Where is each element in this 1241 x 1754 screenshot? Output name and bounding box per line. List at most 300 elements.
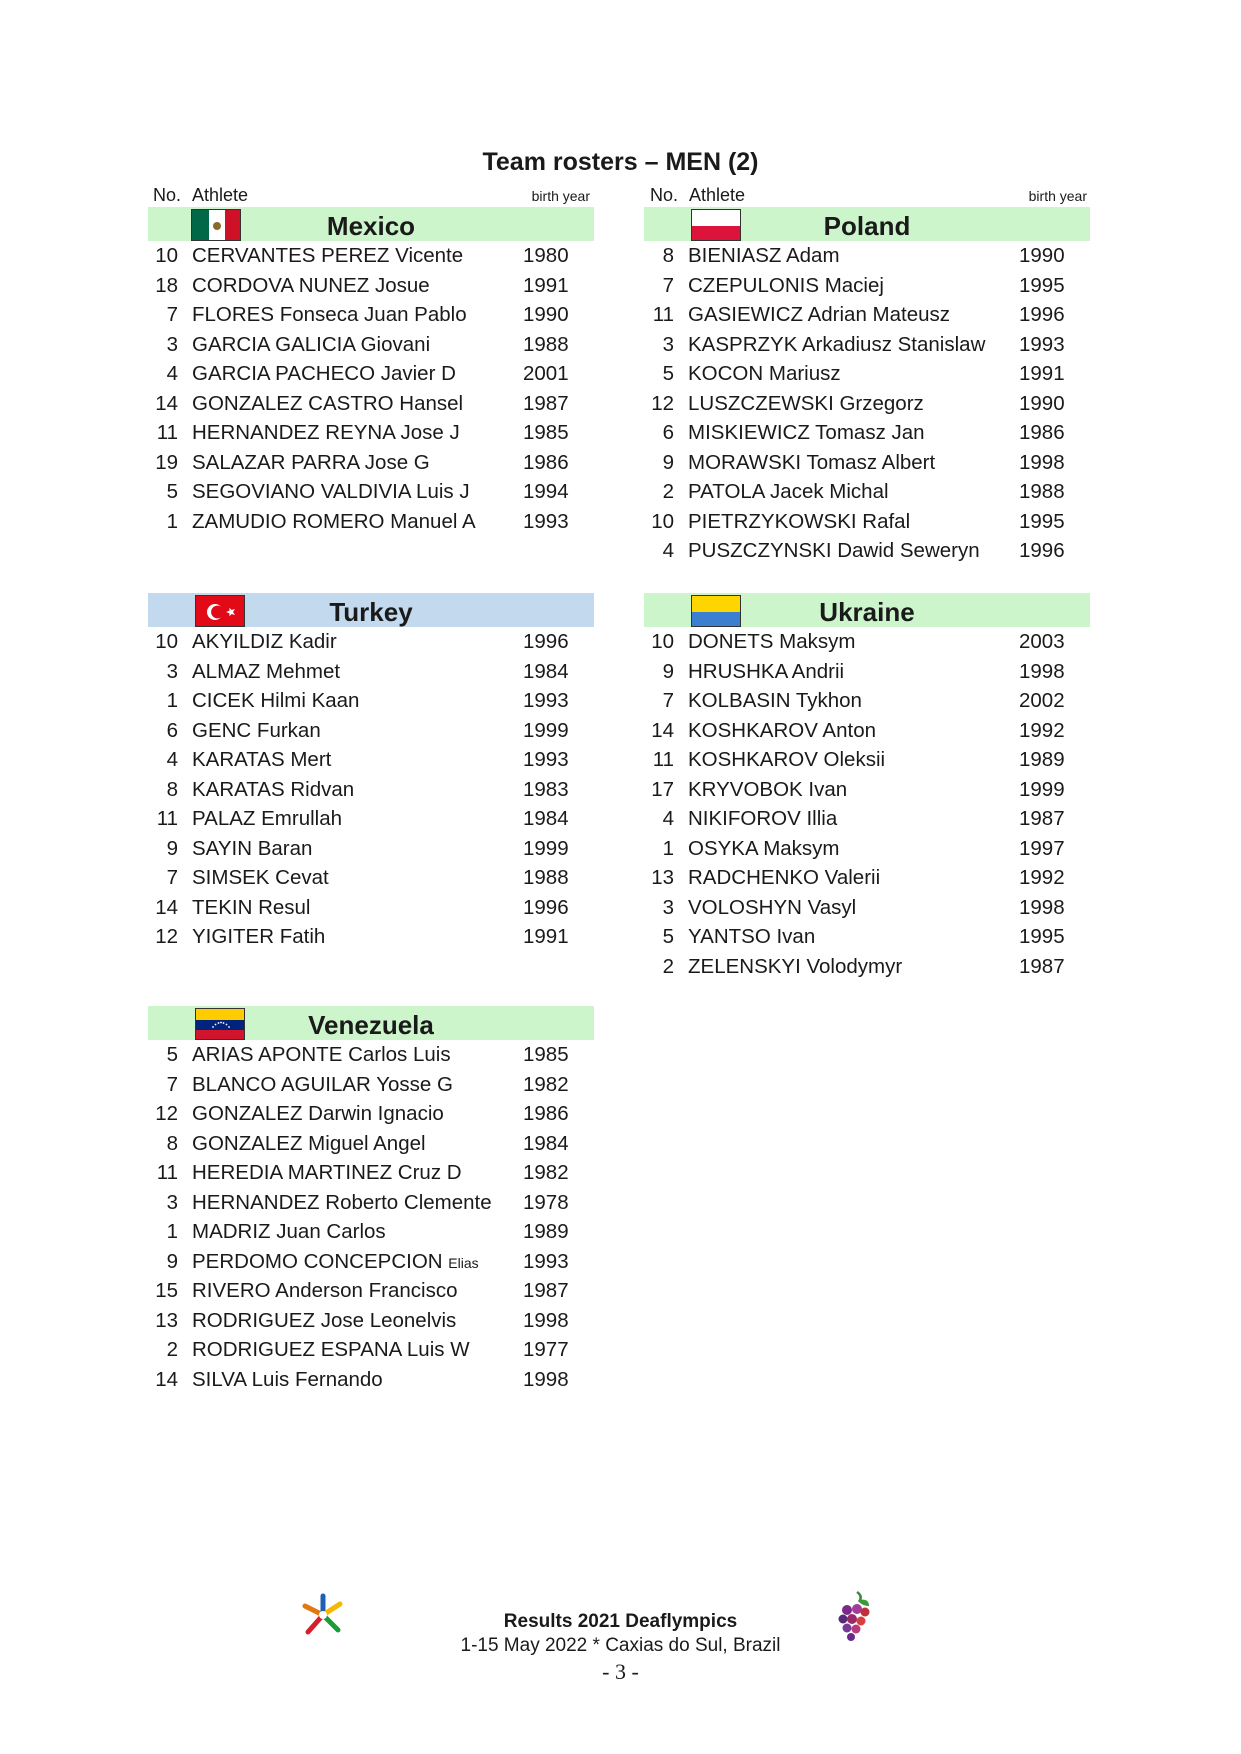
player-name-text: RIVERO Anderson Francisco bbox=[192, 1279, 458, 1302]
column-header-left bbox=[150, 185, 596, 209]
player-number: 13 bbox=[155, 1308, 178, 1332]
player-birth-year: 1990 bbox=[1019, 244, 1065, 267]
player-name-text: TEKIN Resul bbox=[192, 895, 311, 919]
player-birth-year: 1996 bbox=[523, 895, 569, 919]
roster-row bbox=[148, 893, 594, 923]
player-name bbox=[192, 893, 310, 923]
player-number: 1 bbox=[166, 1220, 178, 1243]
player-name-text: KARATAS Mert bbox=[192, 748, 332, 771]
player-number: 5 bbox=[166, 480, 178, 503]
player-number: 3 bbox=[166, 332, 178, 356]
player-name bbox=[688, 716, 876, 746]
roster-row bbox=[644, 775, 1090, 805]
player-birth-year: 1993 bbox=[523, 509, 569, 533]
player-birth-year: 1989 bbox=[1019, 748, 1065, 771]
player-number: 14 bbox=[155, 391, 178, 415]
roster-row bbox=[148, 1335, 594, 1365]
team-name: Venezuela bbox=[308, 1010, 434, 1040]
player-number: 15 bbox=[155, 1279, 178, 1302]
player-name-text: SAYIN Baran bbox=[192, 836, 313, 860]
player-name-text: KOSHKAROV Oleksii bbox=[688, 748, 886, 771]
column-header-right bbox=[647, 185, 1093, 209]
player-birth-year: 1982 bbox=[523, 1161, 569, 1184]
player-number: 2 bbox=[662, 480, 674, 503]
roster-row bbox=[148, 1306, 594, 1336]
player-number: 2 bbox=[662, 954, 674, 978]
player-number: 11 bbox=[156, 807, 178, 830]
player-name-text: HEREDIA MARTINEZ Cruz D bbox=[192, 1161, 462, 1184]
page-title: Team rosters – MEN (2) bbox=[482, 148, 759, 176]
roster-row bbox=[148, 775, 594, 805]
roster-row bbox=[148, 1247, 594, 1277]
player-birth-year: 1984 bbox=[523, 807, 569, 830]
player-number: 10 bbox=[155, 630, 178, 653]
player-number: 4 bbox=[662, 807, 674, 830]
roster-row bbox=[148, 1276, 594, 1306]
player-birth-year: 2001 bbox=[523, 362, 569, 385]
player-name bbox=[688, 863, 880, 893]
player-name bbox=[192, 1306, 456, 1336]
player-name-text: CICEK Hilmi Kaan bbox=[192, 689, 360, 712]
team-header bbox=[644, 593, 1090, 627]
roster-row bbox=[644, 686, 1090, 716]
player-birth-year: 1983 bbox=[523, 777, 569, 801]
roster-row bbox=[148, 418, 594, 448]
col-no-label: No. bbox=[153, 185, 182, 205]
roster-row bbox=[644, 922, 1090, 952]
team-header bbox=[644, 207, 1090, 241]
player-birth-year: 1985 bbox=[523, 421, 569, 444]
player-number: 5 bbox=[166, 1043, 178, 1066]
roster-row bbox=[644, 271, 1090, 301]
roster-row bbox=[644, 241, 1090, 271]
roster-row bbox=[644, 330, 1090, 360]
player-number: 14 bbox=[155, 895, 178, 919]
footer-event-title: Results 2021 Deaflympics bbox=[503, 1611, 738, 1632]
player-name bbox=[192, 1365, 383, 1395]
player-birth-year: 1987 bbox=[1019, 807, 1065, 830]
player-birth-year: 1991 bbox=[523, 925, 569, 948]
col-athlete-label: Athlete bbox=[192, 185, 249, 205]
player-name bbox=[192, 448, 430, 478]
player-birth-year: 1999 bbox=[523, 718, 569, 742]
player-name-text: PUSZCZYNSKI Dawid Seweryn bbox=[688, 539, 980, 562]
player-birth-year: 1986 bbox=[523, 1102, 569, 1125]
player-number: 11 bbox=[156, 1161, 178, 1184]
player-name bbox=[192, 922, 325, 952]
player-birth-year: 1977 bbox=[523, 1338, 569, 1361]
player-name bbox=[688, 922, 815, 952]
player-name-text: HRUSHKA Andrii bbox=[688, 659, 845, 683]
player-birth-year: 1994 bbox=[523, 480, 569, 503]
player-birth-year: 2003 bbox=[1019, 630, 1065, 653]
roster-row bbox=[148, 834, 594, 864]
player-number: 2 bbox=[166, 1338, 178, 1361]
player-birth-year: 1993 bbox=[1019, 332, 1065, 356]
player-name bbox=[192, 1129, 426, 1159]
player-name bbox=[688, 507, 910, 537]
roster-row bbox=[644, 863, 1090, 893]
player-name bbox=[688, 536, 980, 566]
team-mexico bbox=[148, 207, 594, 536]
team-header bbox=[148, 1006, 594, 1040]
player-name-text: OSYKA Maksym bbox=[688, 836, 840, 860]
player-name bbox=[192, 1188, 492, 1218]
player-number: 13 bbox=[651, 866, 674, 889]
player-name-text: KOLBASIN Tykhon bbox=[688, 689, 862, 712]
roster-list bbox=[148, 1040, 594, 1394]
page-number: - 3 - bbox=[602, 1659, 639, 1684]
player-name bbox=[192, 686, 359, 716]
player-name-text: PERDOMO CONCEPCION bbox=[192, 1249, 443, 1273]
team-header bbox=[148, 593, 594, 627]
roster-row bbox=[644, 507, 1090, 537]
player-number: 3 bbox=[662, 895, 674, 919]
player-birth-year: 1996 bbox=[1019, 303, 1065, 326]
roster-row bbox=[148, 804, 594, 834]
player-number: 7 bbox=[662, 689, 674, 712]
player-number: 4 bbox=[662, 539, 674, 562]
player-name-text: ALMAZ Mehmet bbox=[192, 659, 341, 683]
team-name: Mexico bbox=[326, 211, 416, 241]
player-name-text: GASIEWICZ Adrian Mateusz bbox=[688, 303, 951, 326]
player-birth-year: 1999 bbox=[1019, 777, 1065, 801]
player-birth-year: 1988 bbox=[523, 866, 569, 889]
player-name bbox=[192, 1247, 479, 1279]
player-number: 6 bbox=[166, 718, 178, 742]
roster-row bbox=[644, 745, 1090, 775]
roster-row bbox=[644, 834, 1090, 864]
player-number: 9 bbox=[662, 450, 674, 474]
roster-list bbox=[644, 627, 1090, 981]
player-name-text: GENC Furkan bbox=[192, 718, 321, 742]
player-birth-year: 1993 bbox=[523, 1249, 569, 1273]
player-name bbox=[688, 330, 985, 360]
player-name-text: AKYILDIZ Kadir bbox=[192, 630, 337, 653]
roster-row bbox=[148, 1217, 594, 1247]
player-name bbox=[688, 893, 856, 923]
roster-row bbox=[644, 448, 1090, 478]
roster-row bbox=[148, 745, 594, 775]
player-birth-year: 1978 bbox=[523, 1190, 569, 1214]
player-name-text: KARATAS Ridvan bbox=[192, 777, 355, 801]
player-birth-year: 1997 bbox=[1019, 836, 1065, 860]
player-name bbox=[192, 627, 337, 657]
player-name-text: CORDOVA NUNEZ Josue bbox=[192, 273, 430, 297]
player-number: 9 bbox=[166, 1249, 178, 1273]
roster-row bbox=[644, 627, 1090, 657]
player-number: 11 bbox=[652, 748, 674, 771]
player-name-text: KRYVOBOK Ivan bbox=[688, 777, 848, 801]
player-birth-year: 1982 bbox=[523, 1072, 569, 1096]
player-name-text: GONZALEZ Darwin Ignacio bbox=[192, 1102, 444, 1125]
player-birth-year: 1986 bbox=[1019, 421, 1065, 444]
player-name bbox=[192, 389, 463, 419]
roster-row bbox=[148, 686, 594, 716]
player-name bbox=[688, 804, 837, 834]
roster-row bbox=[644, 389, 1090, 419]
player-name-text: KOCON Mariusz bbox=[688, 362, 841, 385]
player-number: 10 bbox=[651, 630, 674, 653]
player-name bbox=[192, 716, 321, 746]
player-name bbox=[192, 1070, 453, 1100]
roster-row bbox=[148, 507, 594, 537]
player-name-text: NIKIFOROV Illia bbox=[688, 807, 838, 830]
roster-row bbox=[148, 1188, 594, 1218]
player-name-text: DONETS Maksym bbox=[688, 630, 856, 653]
player-number: 10 bbox=[651, 509, 674, 533]
roster-row bbox=[644, 477, 1090, 507]
player-name bbox=[688, 745, 885, 775]
team-venezuela bbox=[148, 1006, 594, 1394]
player-number: 14 bbox=[155, 1367, 178, 1391]
player-name-text: MADRIZ Juan Carlos bbox=[192, 1220, 386, 1243]
player-name-text: KOSHKAROV Anton bbox=[688, 718, 877, 742]
player-birth-year: 1991 bbox=[1019, 362, 1065, 385]
player-name bbox=[192, 1040, 451, 1070]
player-birth-year: 2002 bbox=[1019, 689, 1065, 712]
player-birth-year: 1984 bbox=[523, 659, 569, 683]
player-number: 3 bbox=[166, 1190, 178, 1214]
roster-row bbox=[148, 1158, 594, 1188]
team-name: Poland bbox=[823, 211, 911, 241]
player-birth-year: 1990 bbox=[1019, 391, 1065, 415]
player-number: 1 bbox=[166, 689, 178, 712]
player-birth-year: 1992 bbox=[1019, 718, 1065, 742]
team-header bbox=[148, 207, 594, 241]
player-birth-year: 1985 bbox=[523, 1043, 569, 1066]
player-birth-year: 1996 bbox=[1019, 539, 1065, 562]
player-birth-year: 1987 bbox=[523, 391, 569, 415]
player-number: 5 bbox=[662, 925, 674, 948]
player-birth-year: 1998 bbox=[1019, 895, 1065, 919]
player-birth-year: 1995 bbox=[1019, 509, 1065, 533]
player-birth-year: 1986 bbox=[523, 450, 569, 474]
player-name bbox=[688, 686, 862, 716]
player-birth-year: 1999 bbox=[523, 836, 569, 860]
player-name-text: KASPRZYK Arkadiusz Stanislaw bbox=[688, 332, 986, 356]
player-name bbox=[688, 477, 889, 507]
player-birth-year: 1993 bbox=[523, 748, 569, 771]
player-number: 4 bbox=[166, 362, 178, 385]
player-name bbox=[192, 477, 470, 507]
roster-row bbox=[644, 300, 1090, 330]
player-number: 6 bbox=[662, 421, 674, 444]
roster-row bbox=[644, 657, 1090, 687]
player-name bbox=[688, 418, 925, 448]
footer-event-dates: 1-15 May 2022 * Caxias do Sul, Brazil bbox=[460, 1635, 781, 1656]
roster-row bbox=[644, 716, 1090, 746]
caxias-grapes-logo-icon bbox=[835, 1590, 875, 1647]
player-name-text: MORAWSKI Tomasz Albert bbox=[688, 450, 936, 474]
roster-row bbox=[644, 952, 1090, 982]
roster-list bbox=[148, 241, 594, 536]
player-name-text: SILVA Luis Fernando bbox=[192, 1367, 383, 1391]
player-number: 8 bbox=[166, 777, 178, 801]
player-name bbox=[192, 804, 342, 834]
page-footer bbox=[0, 1610, 1241, 1686]
player-number: 1 bbox=[166, 509, 178, 533]
player-number: 7 bbox=[166, 303, 178, 326]
player-birth-year: 1995 bbox=[1019, 925, 1065, 948]
player-name bbox=[192, 418, 460, 448]
player-birth-year: 1998 bbox=[1019, 450, 1065, 474]
roster-row bbox=[148, 627, 594, 657]
roster-row bbox=[148, 657, 594, 687]
player-number: 8 bbox=[166, 1131, 178, 1155]
player-name bbox=[192, 271, 430, 301]
player-name-text: VOLOSHYN Vasyl bbox=[688, 895, 857, 919]
player-name bbox=[192, 1099, 444, 1129]
player-name bbox=[192, 657, 340, 687]
player-number: 7 bbox=[662, 273, 674, 297]
roster-row bbox=[148, 300, 594, 330]
player-birth-year: 1998 bbox=[523, 1308, 569, 1332]
player-name bbox=[688, 834, 840, 864]
roster-row bbox=[148, 330, 594, 360]
player-name bbox=[688, 359, 841, 389]
player-name-text: GONZALEZ CASTRO Hansel bbox=[192, 391, 464, 415]
player-name bbox=[688, 627, 855, 657]
player-birth-year: 1995 bbox=[1019, 273, 1065, 297]
player-name-text: BLANCO AGUILAR Yosse G bbox=[192, 1072, 453, 1096]
player-number: 12 bbox=[651, 391, 674, 415]
player-birth-year: 1993 bbox=[523, 689, 569, 712]
player-birth-year: 1989 bbox=[523, 1220, 569, 1243]
player-name-text: ARIAS APONTE Carlos Luis bbox=[192, 1043, 451, 1066]
roster-row bbox=[148, 389, 594, 419]
player-name-text: LUSZCZEWSKI Grzegorz bbox=[688, 391, 924, 415]
roster-row bbox=[148, 716, 594, 746]
player-birth-year: 1987 bbox=[523, 1279, 569, 1302]
player-name bbox=[192, 359, 456, 389]
roster-row bbox=[148, 448, 594, 478]
player-number: 8 bbox=[662, 244, 674, 267]
player-name bbox=[192, 775, 354, 805]
player-name-suffix: Elias bbox=[448, 1254, 479, 1271]
player-number: 9 bbox=[166, 836, 178, 860]
roster-row bbox=[148, 359, 594, 389]
player-name-text: HERNANDEZ Roberto Clemente bbox=[192, 1190, 492, 1214]
player-birth-year: 1992 bbox=[1019, 866, 1065, 889]
player-name bbox=[192, 863, 329, 893]
roster-row bbox=[148, 477, 594, 507]
roster-row bbox=[644, 804, 1090, 834]
player-name bbox=[688, 271, 884, 301]
player-name-text: GONZALEZ Miguel Angel bbox=[192, 1131, 426, 1155]
col-athlete-label: Athlete bbox=[689, 185, 746, 205]
player-number: 18 bbox=[155, 273, 178, 297]
player-name bbox=[688, 952, 902, 982]
roster-row bbox=[644, 893, 1090, 923]
roster-row bbox=[644, 359, 1090, 389]
player-number: 4 bbox=[166, 748, 178, 771]
roster-row bbox=[148, 863, 594, 893]
player-number: 1 bbox=[662, 836, 674, 860]
roster-row bbox=[148, 241, 594, 271]
player-name-text: HERNANDEZ REYNA Jose J bbox=[192, 421, 460, 444]
player-birth-year: 1987 bbox=[1019, 954, 1065, 978]
player-number: 10 bbox=[155, 244, 178, 267]
roster-row bbox=[644, 418, 1090, 448]
player-number: 7 bbox=[166, 1072, 178, 1096]
player-birth-year: 1998 bbox=[523, 1367, 569, 1391]
player-name-text: ZAMUDIO ROMERO Manuel A bbox=[192, 509, 476, 533]
roster-list bbox=[148, 627, 594, 952]
player-name bbox=[688, 448, 935, 478]
player-birth-year: 1984 bbox=[523, 1131, 569, 1155]
player-name bbox=[192, 1276, 457, 1306]
player-name bbox=[688, 241, 840, 271]
team-turkey bbox=[148, 593, 594, 952]
player-birth-year: 1991 bbox=[523, 273, 569, 297]
player-name bbox=[192, 1335, 470, 1365]
player-birth-year: 1980 bbox=[523, 244, 569, 267]
player-number: 11 bbox=[156, 421, 178, 444]
player-name-text: SEGOVIANO VALDIVIA Luis J bbox=[192, 480, 470, 503]
player-birth-year: 1996 bbox=[523, 630, 569, 653]
player-number: 19 bbox=[155, 450, 178, 474]
player-name bbox=[192, 507, 476, 537]
player-name-text: CERVANTES PEREZ Vicente bbox=[192, 244, 464, 267]
player-number: 5 bbox=[662, 362, 674, 385]
player-name-text: MISKIEWICZ Tomasz Jan bbox=[688, 421, 925, 444]
player-name-text: SALAZAR PARRA Jose G bbox=[192, 450, 430, 474]
player-name bbox=[688, 389, 924, 419]
col-birth-year-label: birth year bbox=[531, 188, 590, 204]
player-name-text: YANTSO Ivan bbox=[688, 925, 816, 948]
roster-row bbox=[148, 1040, 594, 1070]
player-name-text: CZEPULONIS Maciej bbox=[688, 273, 884, 297]
player-name-text: GARCIA PACHECO Javier D bbox=[192, 362, 456, 385]
player-name-text: RODRIGUEZ ESPANA Luis W bbox=[192, 1338, 470, 1361]
player-name-text: PALAZ Emrullah bbox=[192, 807, 343, 830]
player-name-text: BIENIASZ Adam bbox=[688, 244, 840, 267]
player-name bbox=[688, 300, 950, 330]
player-number: 14 bbox=[651, 718, 674, 742]
player-number: 12 bbox=[155, 1102, 178, 1125]
player-number: 3 bbox=[166, 659, 178, 683]
roster-row bbox=[148, 1365, 594, 1395]
player-name-text: YIGITER Fatih bbox=[192, 925, 326, 948]
roster-row bbox=[148, 1099, 594, 1129]
player-name bbox=[192, 1217, 386, 1247]
player-birth-year: 1988 bbox=[523, 332, 569, 356]
player-birth-year: 1990 bbox=[523, 303, 569, 326]
player-number: 11 bbox=[652, 303, 674, 326]
roster-list bbox=[644, 241, 1090, 566]
player-number: 3 bbox=[662, 332, 674, 356]
player-name bbox=[192, 745, 331, 775]
player-name bbox=[192, 1158, 462, 1188]
player-name bbox=[192, 241, 463, 271]
player-name-text: SIMSEK Cevat bbox=[192, 866, 329, 889]
roster-row bbox=[148, 271, 594, 301]
roster-row bbox=[148, 1129, 594, 1159]
col-no-label: No. bbox=[650, 185, 679, 205]
player-number: 17 bbox=[651, 777, 674, 801]
col-birth-year-label: birth year bbox=[1028, 188, 1087, 204]
player-name bbox=[192, 330, 430, 360]
roster-row bbox=[148, 1070, 594, 1100]
team-name: Turkey bbox=[329, 597, 413, 627]
roster-row bbox=[644, 536, 1090, 566]
player-number: 12 bbox=[155, 925, 178, 948]
team-name: Ukraine bbox=[819, 597, 915, 627]
player-birth-year: 1998 bbox=[1019, 659, 1065, 683]
player-name bbox=[192, 300, 467, 330]
player-name-text: RADCHENKO Valerii bbox=[688, 866, 881, 889]
